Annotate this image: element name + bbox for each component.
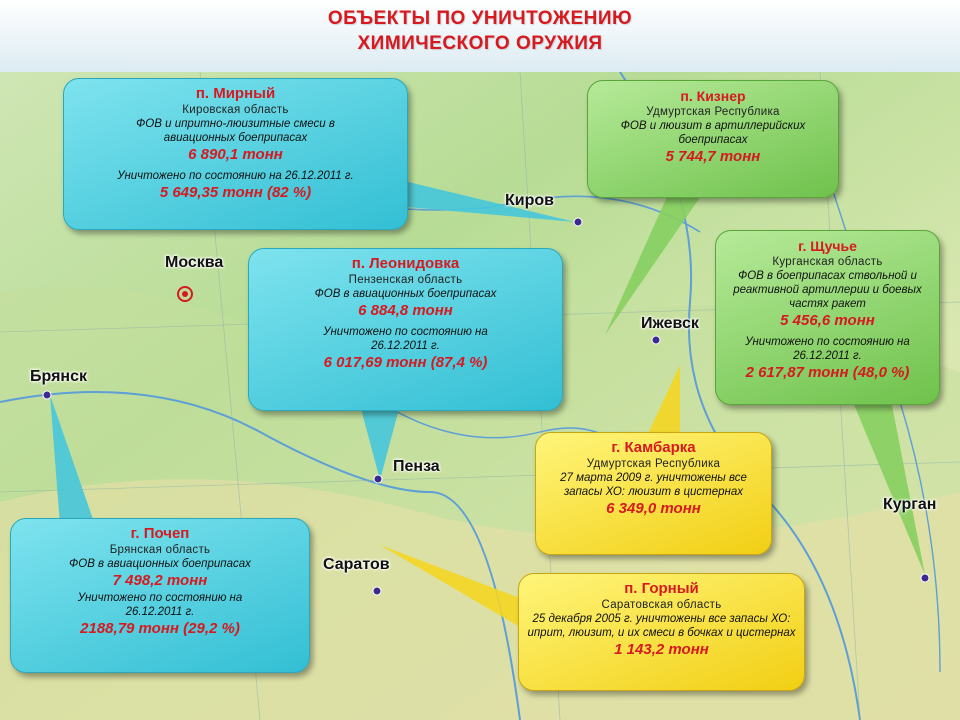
gorny-tail — [380, 545, 525, 630]
leonidovka-description: ФОВ в авиационных боеприпасах — [314, 288, 497, 300]
leonidovka-name: п. Леонидовка — [351, 255, 460, 272]
kambarka-tail — [645, 365, 680, 440]
shchuchye-status: Уничтожено по состоянию на 26.12.2011 г. — [745, 336, 910, 362]
leonidovka-status: Уничтожено по состоянию на 26.12.2011 г. — [323, 326, 488, 352]
leonidovka-destroyed: 6 017,69 тонн (87,4 %) — [323, 354, 488, 371]
shchuchye-region: Курганская область — [772, 256, 883, 268]
kambarka-region: Удмуртская Республика — [586, 458, 721, 470]
kizner-amount: 5 744,7 тонн — [665, 148, 761, 165]
city-kirov: Киров — [505, 192, 554, 209]
pochep-destroyed: 2188,79 тонн (29,2 %) — [80, 620, 240, 637]
pochep-description: ФОВ в авиационных боеприпасах — [69, 558, 251, 570]
mirny-destroyed: 5 649,35 тонн (82 %) — [159, 184, 312, 201]
kirov-marker — [574, 218, 582, 226]
callout-gorny — [518, 573, 805, 691]
moskva-marker-core — [182, 291, 188, 297]
leonidovka-amount: 6 884,8 тонн — [358, 302, 453, 319]
callout-pochep — [10, 518, 310, 673]
kurgan-marker — [921, 574, 929, 582]
shchuchye-tail — [850, 395, 925, 575]
mirny-region: Кировская область — [182, 104, 289, 116]
title-line-2: ХИМИЧЕСКОГО ОРУЖИЯ — [357, 33, 603, 54]
izhevsk-marker — [652, 336, 660, 344]
city-moskva: Москва — [165, 254, 224, 271]
callout-shchuchye — [715, 230, 940, 405]
mirny-status: Уничтожено по состоянию на 26.12.2011 г. — [117, 170, 354, 182]
city-bryansk: Брянск — [30, 368, 87, 385]
pochep-status: Уничтожено по состоянию на 26.12.2011 г. — [77, 592, 243, 618]
kambarka-description: 27 марта 2009 г. уничтожены все запасы ХО: люизит в цистернах — [560, 472, 747, 498]
bryansk-marker — [43, 391, 51, 399]
callout-leonidovka — [248, 248, 563, 411]
title-line-1: ОБЪЕКТЫ ПО УНИЧТОЖЕНИЮ — [327, 8, 633, 29]
city-penza: Пенза — [393, 458, 440, 475]
mirny-name: п. Мирный — [195, 85, 276, 102]
gorny-amount: 1 143,2 тонн — [614, 641, 709, 658]
city-izhevsk: Ижевск — [641, 315, 699, 332]
kambarka-name: г. Камбарка — [611, 439, 696, 456]
penza-marker — [374, 475, 382, 483]
kizner-name: п. Кизнер — [680, 88, 746, 104]
mirny-description: ФОВ и ипритно-люизитные смеси в авиационных боеприпасах — [136, 118, 335, 144]
kizner-description: ФОВ и люизит в артиллерийских боеприпасах — [620, 120, 806, 146]
saratov-marker — [373, 587, 381, 595]
kizner-region: Удмуртская Республика — [646, 106, 780, 118]
shchuchye-description: ФОВ в боеприпасах ствольной и реактивной артиллерии и боевых частях ракет — [733, 270, 922, 310]
gorny-name: п. Горный — [624, 580, 699, 597]
pochep-tail — [50, 395, 95, 525]
shchuchye-destroyed: 2 617,87 тонн (48,0 %) — [745, 364, 910, 381]
pochep-amount: 7 498,2 тонн — [112, 572, 208, 589]
callout-kambarka — [535, 432, 772, 555]
shchuchye-amount: 5 456,6 тонн — [780, 312, 875, 329]
shchuchye-name: г. Щучье — [798, 238, 857, 254]
gorny-region: Саратовская область — [601, 599, 722, 611]
kambarka-amount: 6 349,0 тонн — [606, 500, 701, 517]
pochep-name: г. Почеп — [130, 525, 190, 542]
kizner-tail — [605, 190, 705, 335]
city-saratov: Саратов — [323, 556, 390, 573]
gorny-description: 25 декабря 2005 г. уничтожены все запасы ХО: иприт, люизит, и их смеси в бочках и цистернах — [527, 613, 796, 639]
leonidovka-region: Пензенская область — [348, 274, 463, 286]
callout-kizner — [587, 80, 839, 198]
mirny-amount: 6 890,1 тонн — [188, 146, 283, 163]
pochep-region: Брянская область — [109, 544, 211, 556]
callout-mirny — [63, 78, 408, 230]
city-kurgan: Курган — [883, 496, 937, 513]
